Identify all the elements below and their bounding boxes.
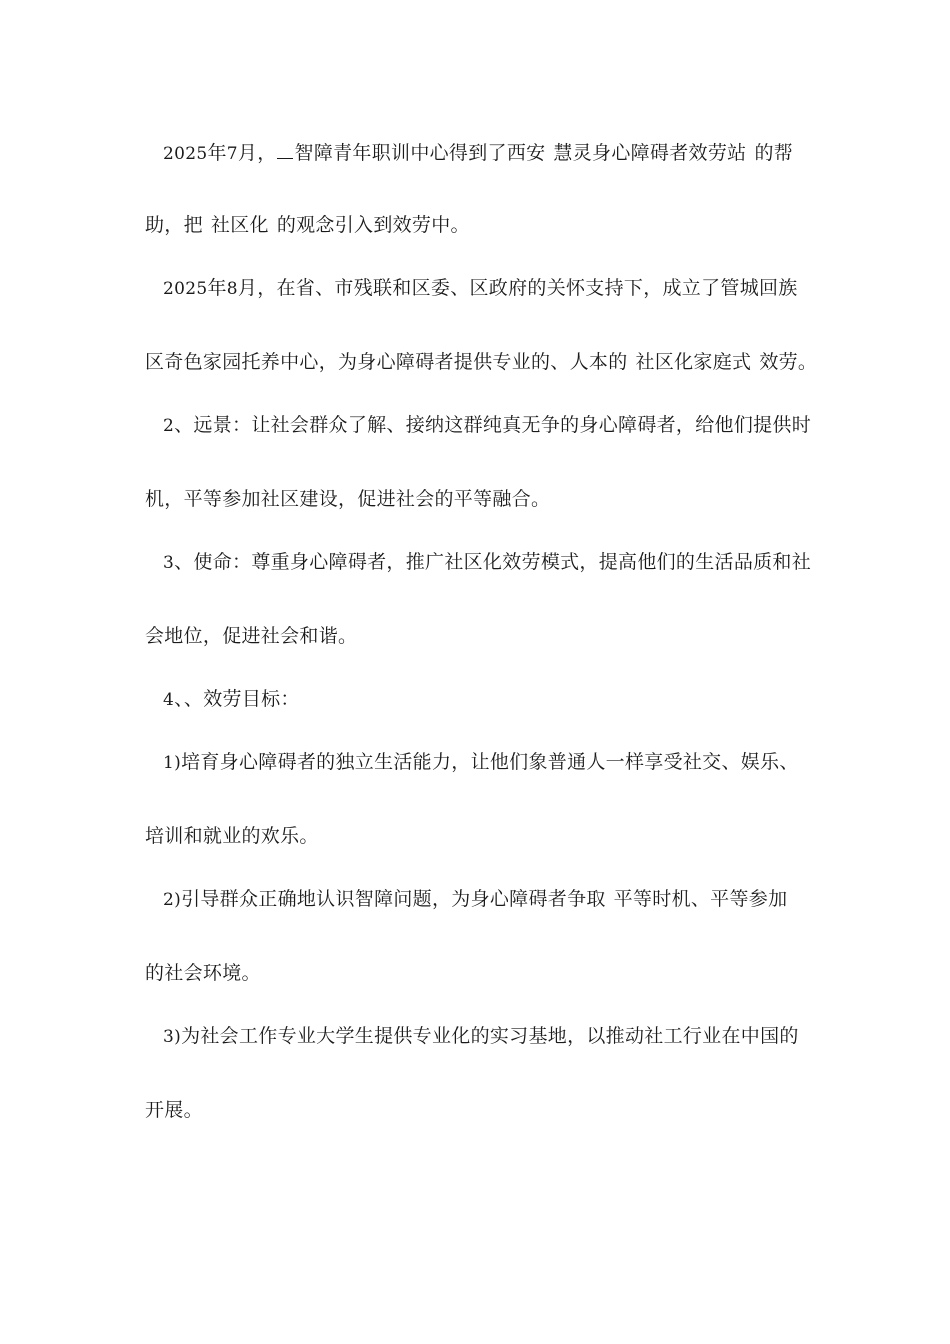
item-number: 3 <box>163 553 175 573</box>
paragraph-1-line-2 <box>0 212 950 238</box>
paragraph-8-line-1 <box>0 1023 950 1050</box>
text: 培训和就业的欢乐。 <box>145 825 319 847</box>
text: 年 <box>207 277 227 299</box>
paragraph-3-line-2 <box>0 486 950 512</box>
paragraph-6-line-1 <box>0 749 950 776</box>
text: 的社会环境。 <box>145 962 261 984</box>
text: 、、效劳目标： <box>174 688 300 710</box>
text: 效劳。 <box>759 351 818 373</box>
text: 开展。 <box>145 1099 203 1121</box>
paragraph-7-line-2 <box>0 960 950 986</box>
item-number: 2 <box>163 416 175 436</box>
paragraph-6-line-2 <box>0 823 950 849</box>
text: 平等时机、平等参加 <box>613 888 788 910</box>
text: 、远景：让社会群众了解、接纳这群纯真无争的身心障碍者，给他们提供时 <box>174 414 812 436</box>
item-number: 4 <box>163 690 175 710</box>
month-number: 7 <box>226 144 238 164</box>
paragraph-7-line-1 <box>0 886 950 913</box>
text: 社区化 <box>210 214 269 236</box>
text: 社区化家庭式 <box>635 351 752 373</box>
paragraph-5-line-1 <box>0 686 950 713</box>
text: 区奇色家园托养中心，为身心障碍者提供专业的、人本的 <box>145 351 628 373</box>
paragraph-4-line-2 <box>0 623 950 649</box>
text: 月， <box>237 142 277 164</box>
paragraph-3-line-1 <box>0 412 950 439</box>
year-number: 2025 <box>163 279 208 299</box>
text: 机，平等参加社区建设，促进社会的平等融合。 <box>145 488 551 510</box>
text: 月，在省、市残联和区委、区政府的关怀支持下，成立了管城回族 <box>237 277 798 299</box>
item-number: 1) <box>163 753 182 773</box>
paragraph-8-line-2 <box>0 1097 950 1123</box>
text: 的观念引入到效劳中。 <box>276 214 470 236</box>
text: 引导群众正确地认识智障问题，为身心障碍者争取 <box>181 888 606 910</box>
text: 助，把 <box>145 214 203 236</box>
item-number: 3) <box>163 1027 182 1047</box>
text: 为社会工作专业大学生提供专业化的实习基地，以推动社工行业在中国的 <box>181 1025 799 1047</box>
text: 年 <box>207 142 227 164</box>
text: 会地位，促进社会和谐。 <box>145 625 358 647</box>
text: 培育身心障碍者的独立生活能力，让他们象普通人一样享受社交、娱乐、 <box>181 751 799 773</box>
text: 、使命：尊重身心障碍者，推广社区化效劳模式，提高他们的生活品质和社 <box>174 551 812 573</box>
item-number: 2) <box>163 890 182 910</box>
text: 慧灵身心障碍者效劳站 <box>553 142 747 164</box>
paragraph-2-line-2 <box>0 349 950 375</box>
text: 智障青年职训中心得到了西安 <box>294 142 546 164</box>
paragraph-2-line-1 <box>0 275 950 302</box>
month-number: 8 <box>226 279 238 299</box>
paragraph-4-line-1 <box>0 549 950 576</box>
paragraph-1-line-1 <box>0 140 950 167</box>
text: 的帮 <box>754 142 794 164</box>
year-number: 2025 <box>163 144 208 164</box>
blank-underline <box>277 141 293 159</box>
